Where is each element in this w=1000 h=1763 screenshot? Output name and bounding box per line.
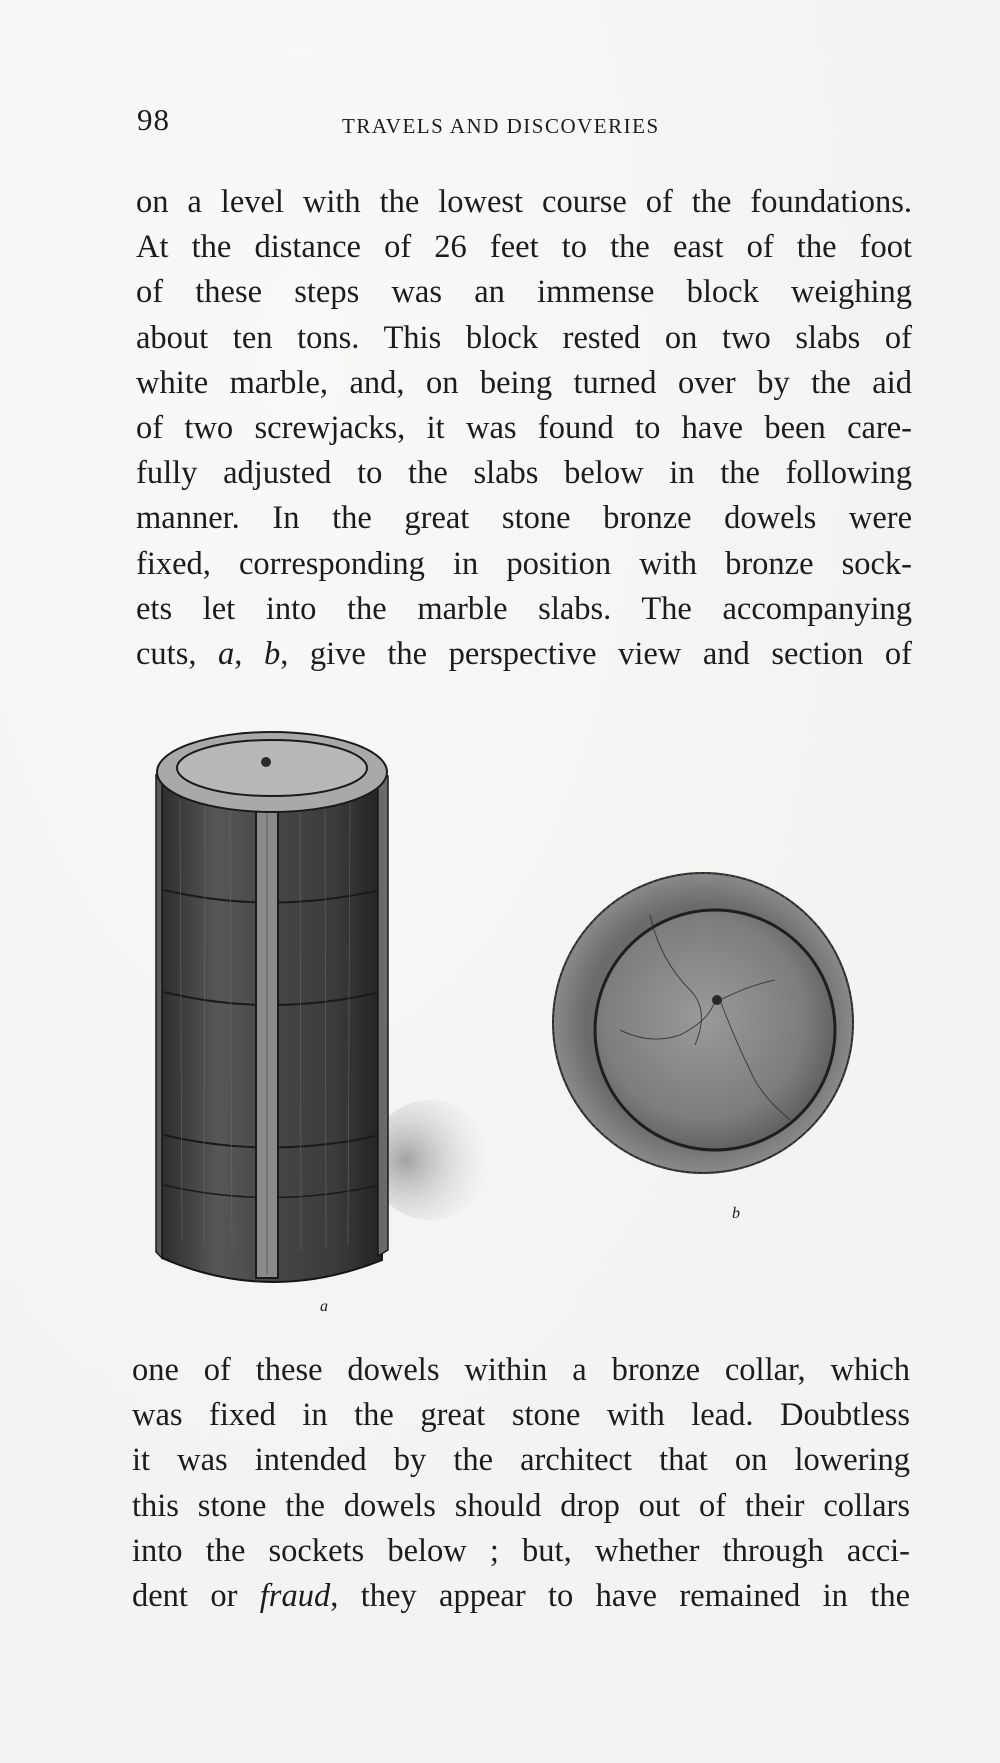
text-line: one of these dowels within a bronze collar, which: [132, 1352, 910, 1388]
running-title: TRAVELS AND DISCOVERIES: [342, 114, 660, 138]
text-line: of these steps was an immense block weighing: [136, 274, 912, 311]
figure-caption-b: b: [732, 1205, 740, 1222]
figure-ref-b: b: [263, 635, 281, 672]
figure-engraving: [150, 700, 910, 1340]
paragraph-bottom: [132, 1348, 910, 1619]
text-segment: ,: [234, 635, 264, 672]
text-line: of two screwjacks, it was found to have been care-: [136, 409, 912, 446]
text-segment: dent or: [132, 1577, 260, 1614]
page-number: 98: [137, 102, 170, 137]
text-line: into the sockets below ; but, whether through acci-: [132, 1532, 910, 1569]
text-line: At the distance of 26 feet to the east of the foot: [136, 229, 912, 266]
paragraph-top: [136, 180, 912, 677]
text-line: white marble, and, on being turned over by the aid: [136, 364, 912, 401]
text-line: it was intended by the architect that on lowering: [132, 1442, 910, 1479]
text-line-last: [136, 632, 912, 677]
text-line: fixed, corresponding in position with bronze sock-: [136, 545, 912, 582]
text-line: on a level with the lowest course of the foundations.: [136, 184, 912, 220]
text-line: about ten tons. This block rested on two slabs of: [136, 319, 912, 356]
dowel-cylinder: [156, 732, 388, 1282]
dowel-section-disc: [553, 873, 853, 1173]
figure-caption-a: a: [320, 1298, 328, 1315]
figure-ref-a: a: [218, 635, 235, 672]
text-segment: , give the perspective view and section of: [280, 635, 913, 672]
text-line: manner. In the great stone bronze dowels were: [136, 500, 912, 537]
text-line: this stone the dowels should drop out of their collars: [132, 1487, 910, 1524]
text-segment: , they appear to have remained in the: [330, 1577, 911, 1614]
text-line-last: [132, 1574, 910, 1619]
text-line: was fixed in the great stone with lead. Doubtless: [132, 1397, 910, 1434]
italic-word-fraud: fraud: [259, 1577, 331, 1614]
text-segment: cuts,: [136, 635, 219, 672]
text-line: ets let into the marble slabs. The accompanying: [136, 590, 912, 627]
running-head: [137, 102, 911, 142]
dowel-engraving: [150, 700, 910, 1340]
text-line: fully adjusted to the slabs below in the following: [136, 455, 912, 492]
